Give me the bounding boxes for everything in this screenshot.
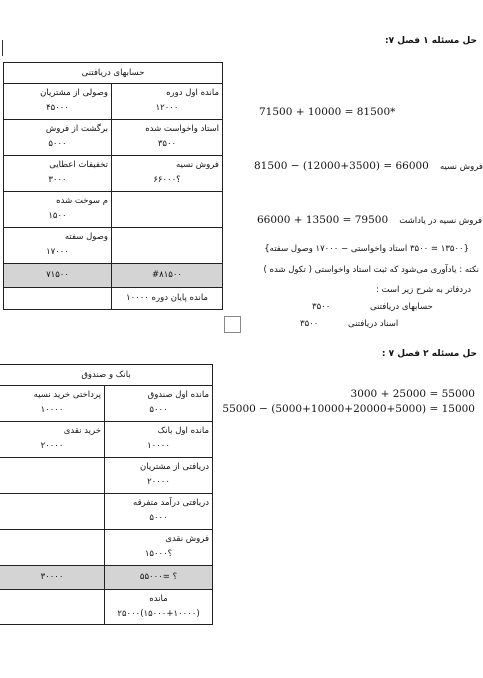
ledger1-credit-cell bbox=[4, 84, 112, 120]
ledger2-debit-value: ۲۰۰۰۰ bbox=[147, 477, 170, 487]
ledger2-debit-label: مانده اول بانک bbox=[157, 426, 210, 436]
ledger1-debit-cell bbox=[112, 228, 223, 264]
journal-debit-value: ۳۵۰۰ bbox=[312, 302, 331, 312]
ledger1-credit-value: ۴۵۰۰۰ bbox=[46, 103, 69, 113]
ledger2-debit-cell bbox=[105, 494, 213, 530]
ledger2-credit-cell bbox=[0, 422, 105, 458]
problem2-title: حل مسئله ۲ فصل ۷ : bbox=[381, 349, 477, 359]
p1-note-line-2: نکته : یادآوری می‌شود که ثبت استاد واخواستی ( تکول شده ) bbox=[263, 265, 479, 275]
ledger2-debit-value: ۵۰۰۰ bbox=[149, 513, 168, 523]
ledger2-title: بانک و صندوق bbox=[0, 365, 213, 386]
ledger2-credit-label: پرداختی خرید نسیه bbox=[33, 390, 101, 400]
ledger2-credit-cell bbox=[0, 530, 105, 566]
ledger1-credit-label: برگشت از فروش bbox=[45, 124, 108, 134]
ledger1-total-debit: #۸۱۵۰۰ bbox=[112, 264, 223, 288]
problem1-title: حل مسئله ۱ فصل ۷: bbox=[385, 36, 477, 46]
ledger2-debit-label: فروش نقدی bbox=[165, 534, 210, 544]
empty-checkbox bbox=[224, 316, 241, 333]
ledger1-credit-cell bbox=[4, 228, 112, 264]
p1-note-line-3: دردفاتر به شرح زیر است : bbox=[376, 285, 471, 295]
ledger2-credit-cell bbox=[0, 494, 105, 530]
p1-equation-3-math: 66000 + 13500 = 79500 bbox=[257, 214, 389, 226]
ledger-bank-and-cash bbox=[0, 364, 213, 625]
ledger2-closing-empty bbox=[0, 590, 105, 625]
ledger1-debit-value: ؟۶۶۰۰۰ bbox=[153, 175, 181, 185]
ledger2-debit-value: ۱۰۰۰۰ bbox=[147, 441, 170, 451]
ledger2-credit-label: خرید نقدی bbox=[63, 426, 101, 436]
ledger1-debit-value: ۱۲۰۰۰ bbox=[155, 103, 179, 113]
ledger1-credit-label: وصولی از مشتریان bbox=[40, 88, 108, 98]
ledger2-debit-cell bbox=[105, 530, 213, 566]
ledger1-credit-value: ۱۷۰۰۰ bbox=[46, 247, 69, 257]
ledger1-credit-label: وصول سفته bbox=[64, 232, 108, 242]
p1-equation-3-label: فروش نسیه در یاداشت bbox=[399, 216, 483, 226]
ledger1-title: حسابهای دریافتنی bbox=[4, 63, 223, 84]
ledger1-debit-label: فروش نسیه bbox=[175, 160, 219, 170]
ledger2-debit-cell bbox=[105, 422, 213, 458]
ledger2-credit-value: ۲۰۰۰۰ bbox=[40, 441, 64, 451]
ledger2-debit-label: دریافتی درآمد متفرقه bbox=[133, 498, 210, 508]
ledger1-debit-cell bbox=[112, 156, 223, 192]
ledger2-total-debit: ؟ =۵۵۰۰۰ bbox=[105, 566, 213, 590]
journal-credit-label: اسناد دریافتنی bbox=[348, 319, 399, 329]
ledger2-debit-value: ؟۱۵۰۰۰ bbox=[144, 549, 173, 559]
ledger2-credit-cell bbox=[0, 458, 105, 494]
ledger1-credit-cell bbox=[4, 192, 112, 228]
journal-debit-label: حسابهای دریافتنی bbox=[370, 302, 433, 312]
ledger2-credit-cell bbox=[0, 386, 105, 422]
ledger1-credit-value: ۵۰۰۰ bbox=[48, 139, 67, 149]
ledger2-debit-cell bbox=[105, 458, 213, 494]
p1-equation-2 bbox=[254, 154, 483, 173]
ledger1-credit-label: تخفیفات اعطایی bbox=[49, 160, 108, 170]
ledger2-debit-cell bbox=[105, 386, 213, 422]
ledger1-total-credit: ۷۱۵۰۰ bbox=[4, 264, 112, 288]
p1-note-line-1: {۱۳۵۰۰ = ۳۵۰۰ استاد واخواستی − ۱۷۰۰۰ وصول سفته} bbox=[264, 244, 469, 254]
p1-equation-3 bbox=[257, 208, 482, 227]
journal-credit-value: ۳۵۰۰ bbox=[300, 319, 319, 329]
ledger1-debit-label: استاد واخواست شده bbox=[145, 124, 219, 134]
p1-equation-2-math: 81500 − (12000+3500) = 66000 bbox=[254, 160, 429, 172]
ledger1-credit-cell bbox=[4, 156, 112, 192]
ledger1-debit-cell bbox=[112, 192, 223, 228]
ledger2-closing-label: مانده bbox=[149, 594, 168, 604]
ledger2-credit-value: ۱۰۰۰۰ bbox=[40, 405, 64, 415]
ledger1-debit-cell bbox=[112, 120, 223, 156]
ledger-accounts-receivable bbox=[3, 62, 223, 310]
p2-equation-2: 55000 − (5000+10000+20000+5000) = 15000 bbox=[222, 403, 475, 415]
ledger1-closing-balance: مانده پایان دوره ۱۰۰۰۰ bbox=[112, 288, 223, 310]
p1-equation-2-label: فروش نسیه bbox=[439, 162, 483, 172]
ledger1-closing-empty bbox=[4, 288, 112, 310]
ledger1-credit-value: ۱۵۰۰ bbox=[48, 211, 67, 221]
p1-equation-1: 71500 + 10000 = 81500* bbox=[259, 106, 396, 118]
ledger2-total-credit: ۳۰۰۰۰ bbox=[0, 566, 105, 590]
ledger2-debit-value: ۵۰۰۰ bbox=[149, 405, 168, 415]
ledger1-debit-value: ۳۵۰۰ bbox=[157, 139, 177, 149]
ledger2-closing-cell bbox=[105, 590, 213, 625]
ledger1-credit-label: م سوخت شده bbox=[56, 196, 108, 206]
ledger1-debit-cell bbox=[112, 84, 223, 120]
ledger2-closing-value: (۱۵۰۰۰+۱۰۰۰۰)۲۵۰۰۰ bbox=[117, 609, 200, 619]
ledger2-debit-label: مانده اول صندوق bbox=[147, 390, 210, 400]
margin-line bbox=[2, 40, 3, 56]
ledger1-credit-cell bbox=[4, 120, 112, 156]
p2-equation-1: 3000 + 25000 = 55000 bbox=[350, 388, 475, 400]
ledger1-credit-value: ۳۰۰۰ bbox=[48, 175, 67, 185]
ledger1-debit-label: مانده اول دوره bbox=[166, 88, 219, 98]
ledger2-debit-label: دریافتی از مشتریان bbox=[139, 462, 210, 472]
